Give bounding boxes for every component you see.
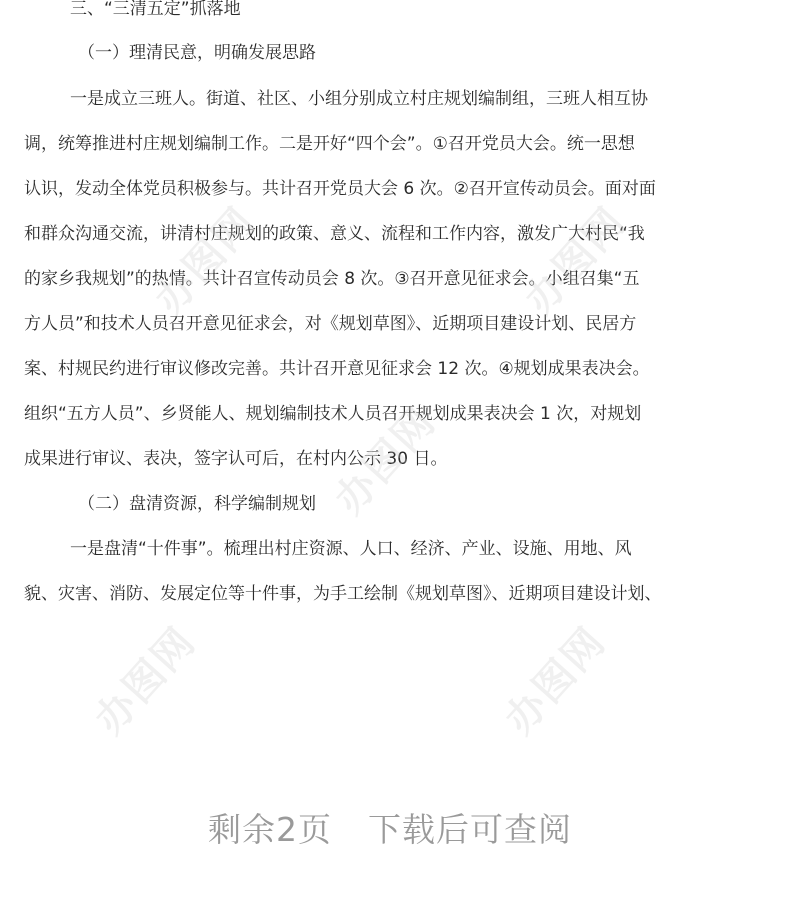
paragraph-1-line: 组织“五方人员”、乡贤能人、规划编制技术人员召开规划成果表决会 1 次，对规划 (24, 404, 642, 424)
section-heading: 三、“三清五定”抓落地 (70, 0, 241, 19)
paragraph-1-line: 方人员”和技术人员召开意见征求会，对《规划草图》、近期项目建设计划、民居方 (24, 314, 637, 334)
subheading-2: （二）盘清资源，科学编制规划 (78, 494, 316, 514)
paragraph-1-line: 的家乡我规划”的热情。共计召宣传动员会 8 次。③召开意见征求会。小组召集“五 (24, 269, 640, 289)
paragraph-1-line: 案、村规民约进行审议修改完善。共计召开意见征求会 12 次。④规划成果表决会。 (24, 359, 650, 379)
paragraph-1-line: 一是成立三班人。街道、社区、小组分别成立村庄规划编制组，三班人相互协 (70, 89, 648, 109)
paragraph-2-line: 貌、灾害、消防、发展定位等十件事，为手工绘制《规划草图》、近期项目建设计划、 (24, 584, 662, 604)
watermark: 办图网 (146, 198, 265, 324)
paragraph-2-line: 一是盘清“十件事”。梳理出村庄资源、人口、经济、产业、设施、用地、风 (70, 539, 632, 559)
watermark: 办图网 (496, 618, 615, 744)
paragraph-1-line: 调，统筹推进村庄规划编制工作。二是开好“四个会”。①召开党员大会。统一思想 (24, 134, 635, 154)
remaining-pages-banner[interactable] (0, 808, 780, 852)
watermark: 办图网 (516, 198, 635, 324)
paragraph-1-line: 认识，发动全体党员积极参与。共计召开党员大会 6 次。②召开宣传动员会。面对面 (24, 179, 656, 199)
watermark: 办图网 (86, 618, 205, 744)
subheading-1: （一）理清民意，明确发展思路 (78, 43, 316, 63)
paragraph-1-line: 成果进行审议、表决，签字认可后，在村内公示 30 日。 (24, 449, 448, 469)
download-prompt-label: 下载后可查阅 (368, 810, 572, 849)
paragraph-1-line: 和群众沟通交流，讲清村庄规划的政策、意义、流程和工作内容，激发广大村民“我 (24, 224, 645, 244)
watermark: 办图网 (326, 398, 445, 524)
remaining-pages-label: 剩余2页 (208, 810, 332, 849)
